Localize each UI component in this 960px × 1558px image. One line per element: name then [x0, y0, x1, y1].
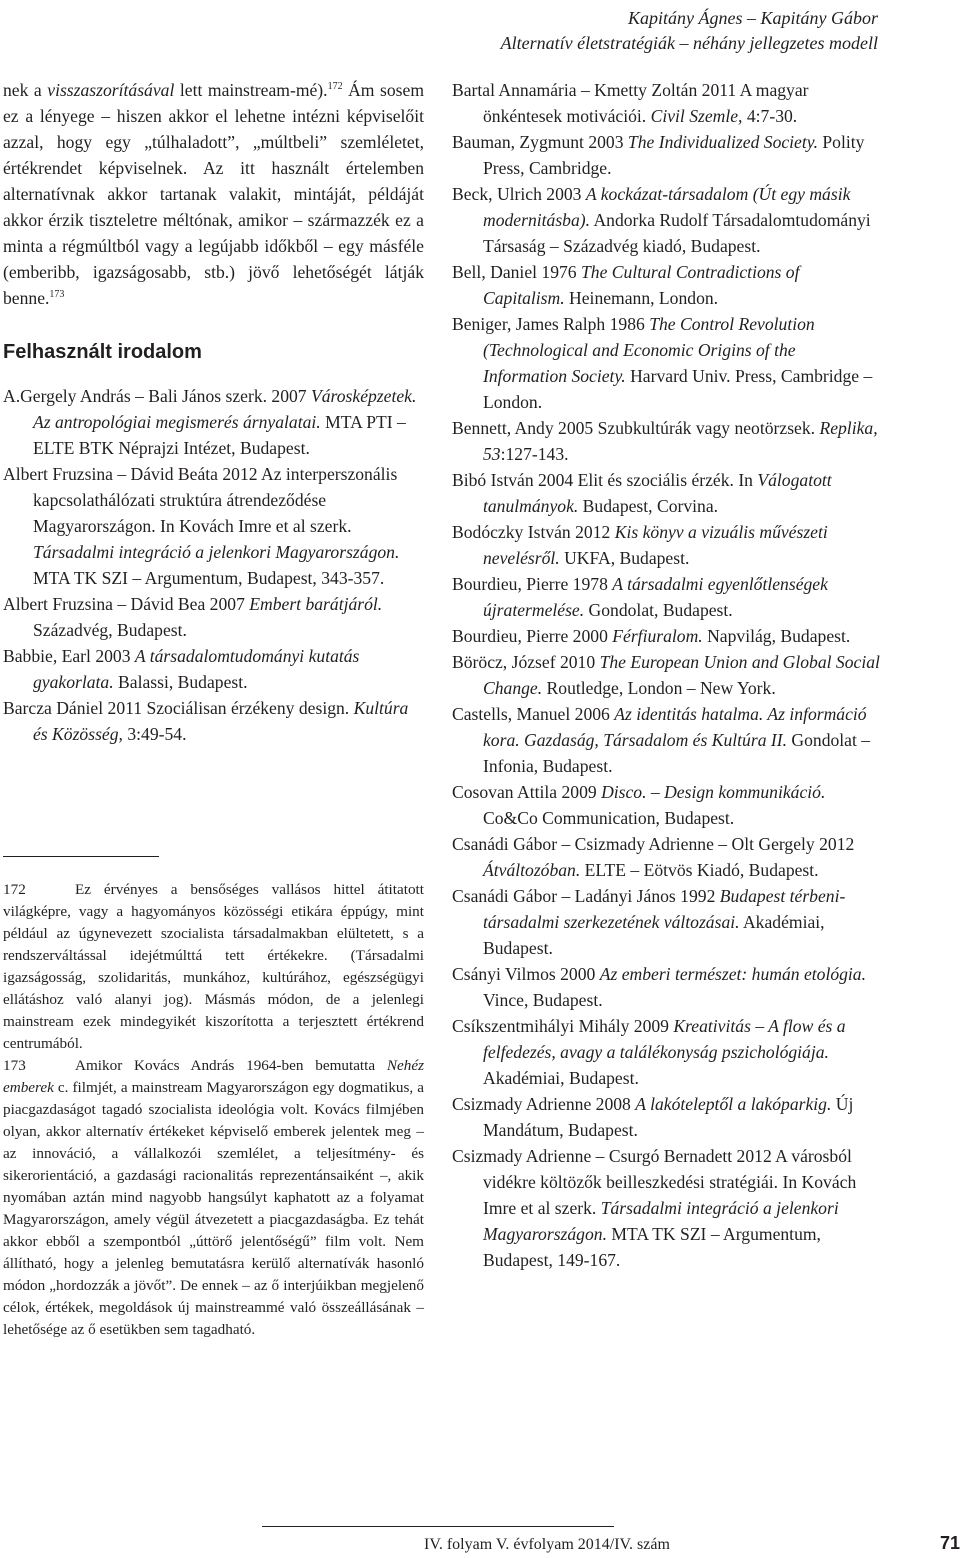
reference-text: Csanádi Gábor – Ladányi János 1992	[452, 886, 720, 906]
reference-entry	[3, 461, 424, 591]
reference-text: Routledge, London – New York.	[542, 678, 776, 698]
page-number: 71	[939, 1533, 960, 1553]
reference-entry	[452, 519, 882, 571]
reference-entry	[452, 961, 882, 1013]
reference-title: The Cultural Contradictions of Capitalism.	[483, 262, 800, 308]
reference-entry	[452, 883, 882, 961]
header-authors: Kapitány Ágnes – Kapitány Gábor	[628, 8, 878, 28]
reference-entry	[452, 181, 882, 259]
reference-text: Ez érvényes a bensőséges vallásos hittel átitatott világképre, vagy a hagyományos közösségi etikára éppúgy, mint például az úgynevezett szocialista társadalmakban elültetett, s a rendszerváltással idejétmúlttá tett értékekre. (Társadalmi igazságosság, szolidaritás, munkához, kultúrához, egészségügyi ellátáshoz való alanyi jog). Másmás módon, de a jelenlegi mainstream ezek mindegyikét kiszorította a terjesztett értékrend centrumából.	[3, 881, 424, 1052]
footnotes	[3, 879, 424, 1341]
reference-text: Harvard Univ. Press, Cambridge – London.	[483, 366, 873, 412]
reference-text: Bourdieu, Pierre 2000	[452, 626, 613, 646]
reference-title: Replika, 53	[483, 418, 878, 464]
reference-text: c. filmjét, a mainstream Magyarországon egy dogmatikus, a piacgazdaságot tagadó szocialista ideológia volt. Kovács filmjében olyan, akkor alternatív értékeket képviselő emberek jelentek meg – az innováció, a vállalkozói szemlélet, a teljesítmény- és sikerorientáció, a gazdasági racionalitás reprezentánsaiként –, akik nyomában aztán mind nagyobb hangsúlyt kaphatott az a folyamat Magyarországon, amely végül átvezetett a piacgazdaságba. Ez tehát akkor ebből a szempontból „úttörő jelentőségű” film volt. Nem állítható, hogy a jelenleg bemutatásra kerülő alternatívák hasonló módon „hordozzák a jövőt”. De ennek – az ő interjúikban megjelenő célok, értékek, megoldások új mainstreammé való összeállásának – lehetősége az ő esetükben sem tagadható.	[3, 1079, 424, 1338]
reference-text: Andorka Rudolf Társadalomtudományi Társaság – Századvég kiadó, Budapest.	[483, 210, 871, 256]
reference-title: Kultúra és Közösség,	[33, 698, 409, 744]
issue-info: IV. folyam V. évfolyam 2014/IV. szám	[424, 1536, 670, 1553]
reference-entry	[452, 1091, 882, 1143]
reference-title: The European Union and Global Social Change.	[483, 652, 880, 698]
reference-entry	[3, 643, 424, 695]
reference-entry	[3, 695, 424, 747]
reference-text: Csizmady Adrienne 2008	[452, 1094, 636, 1114]
reference-title: Kis könyv a vizuális művészeti nevelésről.	[483, 522, 828, 568]
reference-text: Castells, Manuel 2006	[452, 704, 615, 724]
intro-paragraph	[3, 77, 424, 311]
reference-text: Barcza Dániel 2011 Szociálisan érzékeny design.	[3, 698, 354, 718]
reference-entry	[452, 571, 882, 623]
reference-title: Az identitás hatalma. Az információ kora. Gazdaság, Társadalom és Kultúra II.	[483, 704, 867, 750]
intro-text-c: lett mainstream-mé).	[174, 80, 328, 100]
reference-entry	[452, 1013, 882, 1091]
footnote-ref-172[interactable]: 172	[327, 81, 343, 93]
reference-entry	[3, 591, 424, 643]
reference-title: Embert barátjáról.	[249, 594, 383, 614]
reference-text: Új Mandátum, Budapest.	[483, 1094, 854, 1140]
reference-text: MTA PTI – ELTE BTK Néprajzi Intézet, Budapest.	[33, 412, 406, 458]
reference-title: A kockázat-társadalom (Út egy másik modernitásba).	[483, 184, 851, 230]
reference-text: Gondolat, Budapest.	[584, 600, 733, 620]
reference-title: Átváltozóban.	[483, 860, 581, 880]
reference-title: Disco. – Design kommunikáció.	[601, 782, 826, 802]
reference-list-right	[452, 77, 882, 1273]
reference-text: Bell, Daniel 1976	[452, 262, 581, 282]
footnote-divider	[3, 856, 159, 857]
reference-text: Bourdieu, Pierre 1978	[452, 574, 613, 594]
reference-text: Bauman, Zygmunt 2003	[452, 132, 628, 152]
footer-divider	[262, 1526, 614, 1527]
reference-text: ELTE – Eötvös Kiadó, Budapest.	[580, 860, 819, 880]
left-column	[3, 77, 424, 747]
reference-entry	[452, 311, 882, 415]
reference-title: Társadalmi integráció a jelenkori Magyarországon.	[33, 542, 400, 562]
reference-text: Heinemann, London.	[564, 288, 719, 308]
reference-text: Bennett, Andy 2005 Szubkultúrák vagy neotörzsek.	[452, 418, 820, 438]
reference-title: Civil Szemle,	[650, 106, 743, 126]
reference-entry	[452, 77, 882, 129]
reference-title: A lakóteleptől a lakóparkig.	[635, 1094, 832, 1114]
section-heading: Felhasznált irodalom	[3, 341, 202, 363]
reference-title: Nehéz emberek	[3, 1057, 424, 1096]
reference-text: Gondolat – Infonia, Budapest.	[483, 730, 871, 776]
reference-text: :127-143.	[500, 444, 569, 464]
reference-entry	[452, 129, 882, 181]
reference-title: Budapest térbeni-társadalmi szerkezetének változásai.	[483, 886, 846, 932]
reference-text: Böröcz, József 2010	[452, 652, 600, 672]
reference-text: Beniger, James Ralph 1986	[452, 314, 650, 334]
reference-text: Bartal Annamária – Kmetty Zoltán 2011 A magyar önkéntesek motivációi.	[452, 80, 809, 126]
reference-title: Férfiuralom.	[612, 626, 703, 646]
reference-entry	[452, 415, 882, 467]
reference-text: 3:49-54.	[122, 724, 187, 744]
reference-text: Polity Press, Cambridge.	[483, 132, 865, 178]
reference-text: Cosovan Attila 2009	[452, 782, 602, 802]
reference-entry	[452, 623, 882, 649]
reference-title: Válogatott tanulmányok.	[483, 470, 832, 516]
reference-text: MTA TK SZI – Argumentum, Budapest, 343-357.	[33, 568, 385, 588]
reference-text: Akadémiai, Budapest.	[483, 1068, 639, 1088]
reference-text: Beck, Ulrich 2003	[452, 184, 586, 204]
reference-text: 4:7-30.	[742, 106, 798, 126]
intro-text-italic: visszaszorításával	[47, 80, 175, 100]
reference-entry	[452, 467, 882, 519]
reference-title: Kreativitás – A flow és a felfedezés, avagy a találékonyság pszichológiája.	[483, 1016, 846, 1062]
reference-title: A társadalmi egyenlőtlenségek újratermelése.	[483, 574, 828, 620]
reference-text: Albert Fruzsina – Dávid Bea 2007	[3, 594, 250, 614]
footnote-ref-173[interactable]: 173	[49, 289, 65, 301]
footnote-172	[3, 879, 424, 1055]
footnote-number: 172	[3, 881, 26, 898]
reference-title: Az emberi természet: humán etológia.	[599, 964, 867, 984]
running-header	[501, 6, 878, 56]
reference-text: Csanádi Gábor – Csizmady Adrienne – Olt Gergely 2012	[452, 834, 855, 854]
reference-text: UKFA, Budapest.	[559, 548, 690, 568]
reference-title: The Control Revolution (Technological and Economic Origins of the Information Society.	[483, 314, 815, 386]
reference-text: Babbie, Earl 2003	[3, 646, 135, 666]
reference-text: Co&Co Communication, Budapest.	[483, 808, 735, 828]
footnote-number: 173	[3, 1057, 26, 1074]
reference-entry	[452, 831, 882, 883]
reference-text: Balassi, Budapest.	[113, 672, 248, 692]
reference-entry	[452, 701, 882, 779]
reference-text: Bodóczky István 2012	[452, 522, 615, 542]
reference-entry	[3, 383, 424, 461]
reference-title: Városképzetek. Az antropológiai megismerés árnyalatai.	[33, 386, 417, 432]
reference-entry	[452, 649, 882, 701]
footnote-173	[3, 1055, 424, 1341]
reference-entry	[452, 779, 882, 831]
reference-text: MTA TK SZI – Argumentum, Budapest, 149-167.	[483, 1224, 821, 1270]
reference-entry	[452, 1143, 882, 1273]
reference-text: Budapest, Corvina.	[578, 496, 719, 516]
reference-title: Társadalmi integráció a jelenkori Magyarországon.	[483, 1198, 839, 1244]
reference-text: Csíkszentmihályi Mihály 2009	[452, 1016, 674, 1036]
reference-text: Századvég, Budapest.	[33, 620, 187, 640]
header-article-title: Alternatív életstratégiák – néhány jellegzetes modell	[500, 33, 878, 53]
reference-text: Albert Fruzsina – Dávid Beáta 2012 Az interperszonális kapcsolathálózati struktúra átrendeződése Magyarországon. In Kovách Imre et al szerk.	[3, 464, 398, 536]
reference-text: Csizmady Adrienne – Csurgó Bernadett 2012 A városból vidékre költözők beilleszkedési stratégiái. In Kovách Imre et al szerk.	[452, 1146, 857, 1218]
intro-text-a: nek a	[3, 80, 48, 100]
intro-text-d: Ám sosem ez a lényege – hiszen akkor el lehetne intézni képviselőit azzal, hogy egy „túlhaladott”, „múltbeli” szemléletet, értékrendet képviselnek. Az itt használt értelemben alternatívnak akkor tartanak valakit, mintáját, példáját akkor érzik tiszteletre méltónak, amikor – származzék ez a minta a régmúltból vagy a legújabb időkből – egy másféle (emberibb, igazságosabb, stb.) jövő lehetőségét látják benne.	[3, 80, 424, 308]
reference-text: Napvilág, Budapest.	[702, 626, 851, 646]
right-column	[452, 77, 882, 1273]
reference-text: Amikor Kovács András 1964-ben bemutatta	[75, 1057, 387, 1074]
reference-title: The Individualized Society.	[627, 132, 818, 152]
reference-text: Akadémiai, Budapest.	[483, 912, 825, 958]
reference-text: Csányi Vilmos 2000	[452, 964, 600, 984]
reference-text: A.Gergely András – Bali János szerk. 2007	[3, 386, 312, 406]
reference-entry	[452, 259, 882, 311]
reference-text: Bibó István 2004 Elit és szociális érzék. In	[452, 470, 758, 490]
reference-title: A társadalomtudományi kutatás gyakorlata.	[33, 646, 360, 692]
reference-text: Vince, Budapest.	[483, 990, 603, 1010]
reference-list-left	[3, 383, 424, 747]
